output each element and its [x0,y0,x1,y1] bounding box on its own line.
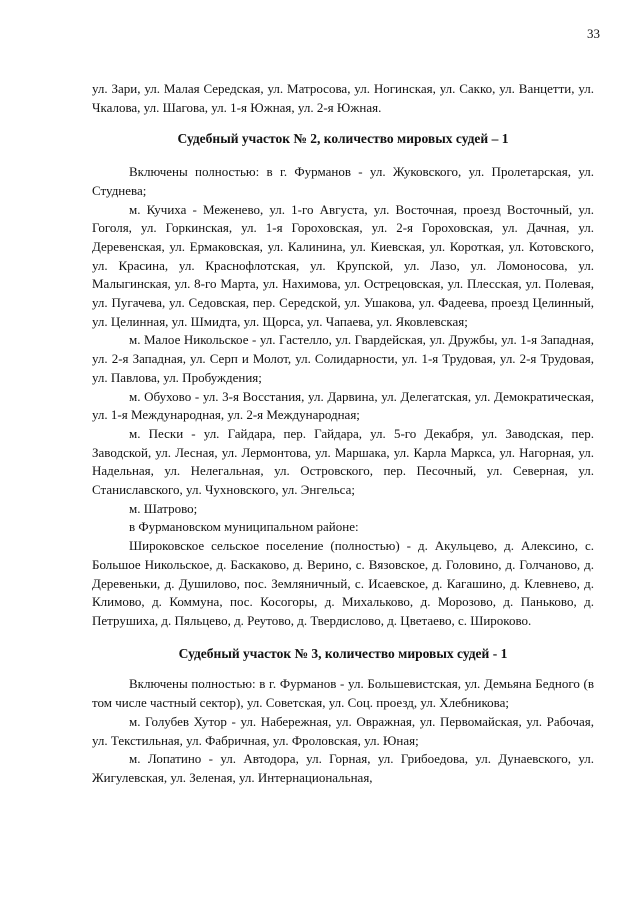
section-2-paragraph: м. Кучиха - Меженево, ул. 1-го Августа, ул. Восточная, проезд Восточный, ул. Гоголя, ул. Горкинская, ул. 1-я Гороховская, ул. 2-я Гороховская, ул. Дачная, ул. Деревенская, ул. Ермаковская, ул. Калинина, ул. Киевская, ул. Короткая, ул. Котовского, ул. Красина, ул. Краснофлотская, ул. Крупской, ул. Лазо, ул. Ломоносова, ул. Малыгинская, ул. 8-го Марта, ул. Нахимова, ул. Острецовская, ул. Плесская, ул. Полевая, ул. Пугачева, ул. Седовская, пер. Середской, ул. Ушакова, ул. Фадеева, проезд Целинный, ул. Целинная, ул. Шмидта, ул. Щорса, ул. Чапаева, ул. Яковлевская; [92,201,594,329]
section-2-heading: Судебный участок № 2, количество мировых судей – 1 [177,131,509,147]
page-content [92,80,594,788]
section-3-heading: Судебный участок № 3, количество мировых судей - 1 [178,645,508,661]
section-2-paragraph: Включены полностью: в г. Фурманов - ул. Жуковского, ул. Пролетарская, ул. Студнева; [92,164,594,198]
section-2-paragraph: м. Шатрово; [129,500,198,516]
section-2-paragraph: м. Обухово - ул. 3-я Восстания, ул. Дарвина, ул. Делегатская, ул. Демократическая, ул. 1-я Международная, ул. 2-я Международная; [92,388,594,423]
section-2-paragraph: м. Малое Никольское - ул. Гастелло, ул. Гвардейская, ул. Дружбы, ул. 1-я Западная, ул. 2-я Западная, ул. Серп и Молот, ул. Солидарности, ул. 1-я Трудовая, ул. 2-я Трудовая, ул. Павлова, ул. Пробуждения; [92,332,594,385]
section-2-paragraph: в Фурмановском муниципальном районе: [129,519,359,535]
section-3-paragraph: м. Лопатино - ул. Автодора, ул. Горная, ул. Грибоедова, ул. Дунаевского, ул. Жигулевская, ул. Зеленая, ул. Интернациональная, [92,751,594,785]
section-3-paragraph: м. Голубев Хутор - ул. Набережная, ул. Овражная, ул. Первомайская, ул. Рабочая, ул. Текстильная, ул. Фабричная, ул. Фроловская, ул. Юная; [92,713,594,748]
section-2-paragraph: м. Пески - ул. Гайдара, пер. Гайдара, ул. 5-го Декабря, ул. Заводская, пер. Заводской, ул. Лесная, ул. Лермонтова, ул. Маршака, ул. Карла Маркса, ул. Нагорная, ул. Надельная, ул. Нелегальная, ул. Островского, пер. Песочный, ул. Северная, ул. Станиславского, ул. Чухновского, ул. Энгельса; [92,425,594,498]
section-3-paragraph: Включены полностью: в г. Фурманов - ул. Большевистская, ул. Демьяна Бедного (в том числе частный сектор), ул. Советская, ул. Соц. проезд, ул. Хлебникова; [92,676,594,711]
intro-paragraph: ул. Зари, ул. Малая Середская, ул. Матросова, ул. Ногинская, ул. Сакко, ул. Ванцетти, ул. Чкалова, ул. Шагова, ул. 1-я Южная, ул. 2-я Южная. [92,81,594,115]
section-2-paragraph: Широковское сельское поселение (полностью) - д. Акульцево, д. Алексино, с. Большое Никольское, д. Баскаково, д. Верино, с. Вязовское, д. Головино, д. Голчаново, д. Деревеньки, д. Душилово, пос. Земляничный, с. Исаевское, д. Кагашино, д. Клевнево, д. Климово, д. Коммуна, пос. Косогоры, д. Михальково, д. Морозово, д. Паньково, д. Петрушиха, д. Пяльцево, д. Реутово, д. Твердислово, д. Цветаево, с. Широково. [92,538,594,628]
page-number: 33 [587,26,600,41]
